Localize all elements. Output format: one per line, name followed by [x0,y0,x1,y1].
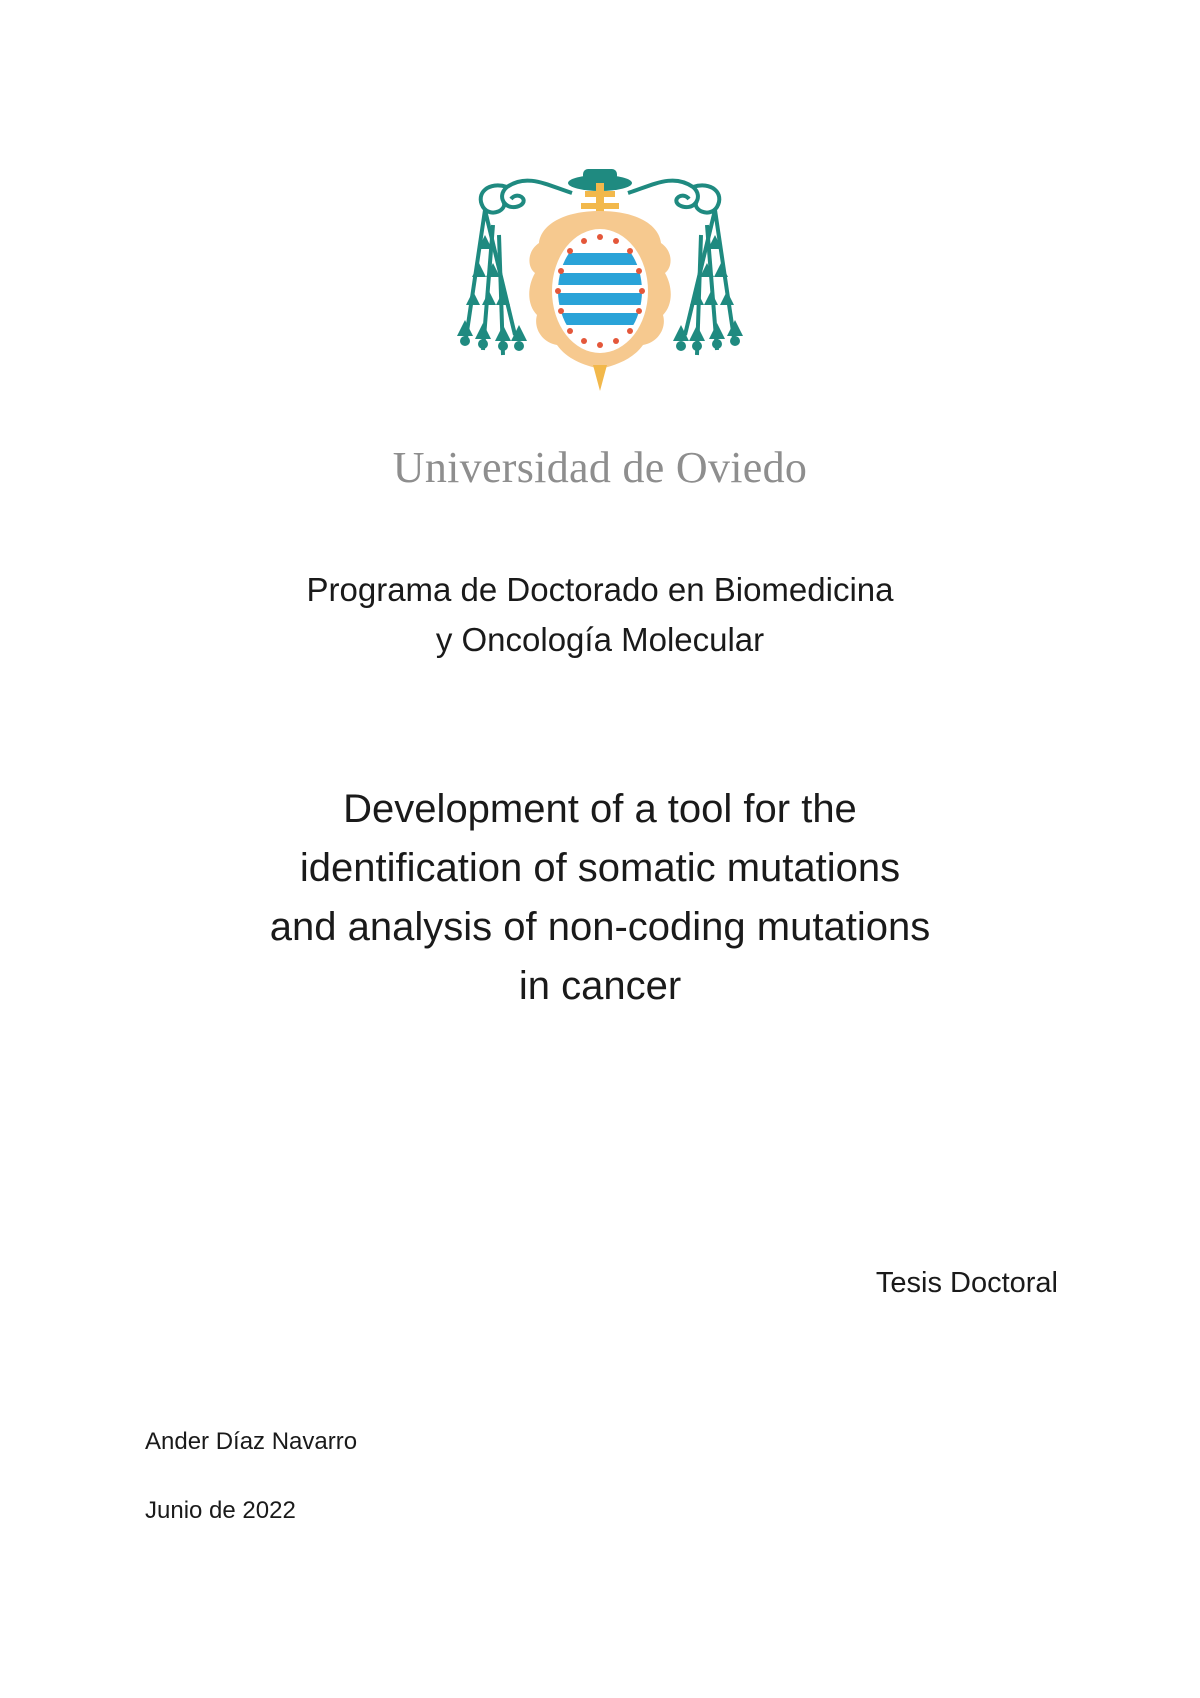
program-line-1: Programa de Doctorado en Biomedicina [306,571,894,608]
university-name: Universidad de Oviedo [392,443,808,492]
submission-date: Junio de 2022 [145,1497,296,1524]
program-line-2: y Oncología Molecular [435,621,765,658]
title-line-3: and analysis of non-coding mutations [269,905,931,949]
thesis-title [0,780,1200,1016]
author-name: Ander Díaz Navarro [145,1428,358,1455]
title-line-4: in cancer [518,964,682,1008]
document-type: Tesis Doctoral [875,1267,1058,1299]
title-line-2: identification of somatic mutations [299,846,901,890]
university-crest-icon [437,165,763,423]
doctoral-program [0,565,1200,665]
title-line-1: Development of a tool for the [343,787,857,831]
